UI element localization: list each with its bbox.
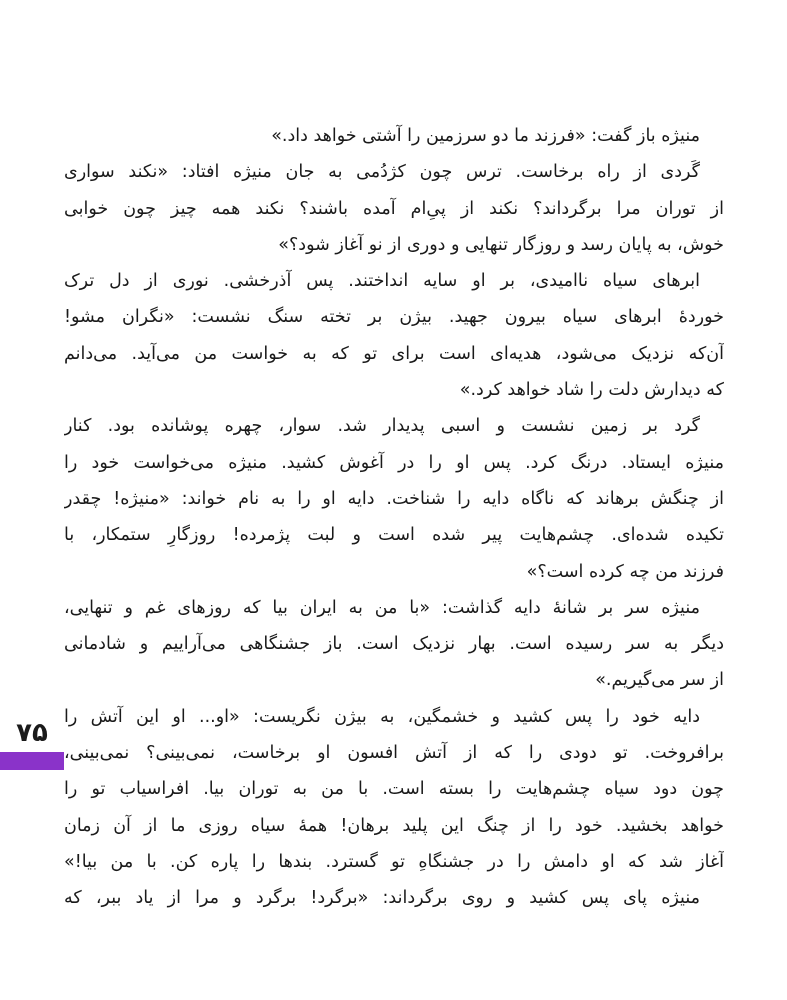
text-line: ابرهای سیاه ناامیدی، بر او سایه انداختند. پس آذرخشی. نوری از دل ترک: [64, 271, 700, 292]
text-line: خوش، به پایان رسد و روزگار تنهایی و دوری از نو آغاز شود؟»: [278, 234, 724, 255]
text-line: آغاز شد که او دامش را در جشنگاهِ تو گسترد. بندها را پاره کن. با من بیا!»: [64, 851, 724, 872]
text-line: که دیدارش دلت را شاد خواهد کرد.»: [459, 380, 724, 401]
text-line: آن‌که نزدیک می‌شود، هدیه‌ای است برای تو که به خواست من می‌آید. می‌دانم: [64, 343, 724, 364]
page-number-accent-bar: [0, 752, 64, 770]
text-line: گَردی از راه برخاست. ترس چون کژدُمی به جان منیژه افتاد: «نکند سواری: [64, 162, 700, 183]
text-line: از سر می‌گیریم.»: [595, 670, 724, 691]
text-line: دایه خود را پس کشید و خشمگین، به بیژن نگریست: «او... او این آتش را: [64, 706, 700, 727]
text-line: دیگر به سر رسیده است. بهار نزدیک است. باز جشنگاهی می‌آراییم و شادمانی: [64, 634, 724, 655]
text-line: خواهد بخشید. خود را از چنگ این پلید برهان! همهٔ سیاه روزی ما از آن زمان: [64, 815, 724, 836]
text-line: از توران مرا برگرداند؟ نکند از پیِ‌ام آمده باشند؟ نکند همه چیز چون خوابی: [64, 198, 724, 219]
text-line: منیژه پای پس کشید و روی برگرداند: «برگرد! برگرد و مرا از یاد ببر، که: [64, 888, 700, 909]
text-line: از چنگش برهاند که ناگاه دایه را شناخت. دایه او را به نام خواند: «منیژه! چقدر: [64, 488, 724, 509]
text-line: برافروخت. تو دودی را که از آتش افسون او برخاست، نمی‌بینی؟ نمی‌بینی،: [64, 743, 724, 764]
text-line: فرزند من چه کرده است؟»: [526, 561, 724, 582]
page-body-text: [64, 118, 724, 917]
text-line: چون دود سیاه چشم‌هایت را بسته است. با من به توران بیا. افراسیاب تو را: [64, 779, 724, 800]
text-line: منیژه ایستاد. درنگ کرد. پس او را در آغوش کشید. منیژه می‌خواست خود را: [64, 452, 724, 473]
text-line: تکیده شده‌ای. چشم‌هایت پیر شده است و لبت پژمرده! روزگارِ ستمکار، با: [64, 525, 724, 546]
text-line: گرد بر زمین نشست و اسبی پدیدار شد. سوار، چهره پوشانده بود. کنار: [64, 416, 700, 437]
text-line: منیژه سر بر شانهٔ دایه گذاشت: «با من به ایران بیا که روزهای غم و تنهایی،: [64, 597, 700, 618]
text-line: منیژه باز گفت: «فرزند ما دو سرزمین را آشتی خواهد داد.»: [271, 126, 700, 146]
text-line: خوردهٔ ابرهای سیاه بیرون جهید. بیژن بر تخته سنگ نشست: «نگران مشو!: [64, 307, 724, 328]
page-number: ۷۵: [16, 718, 48, 748]
